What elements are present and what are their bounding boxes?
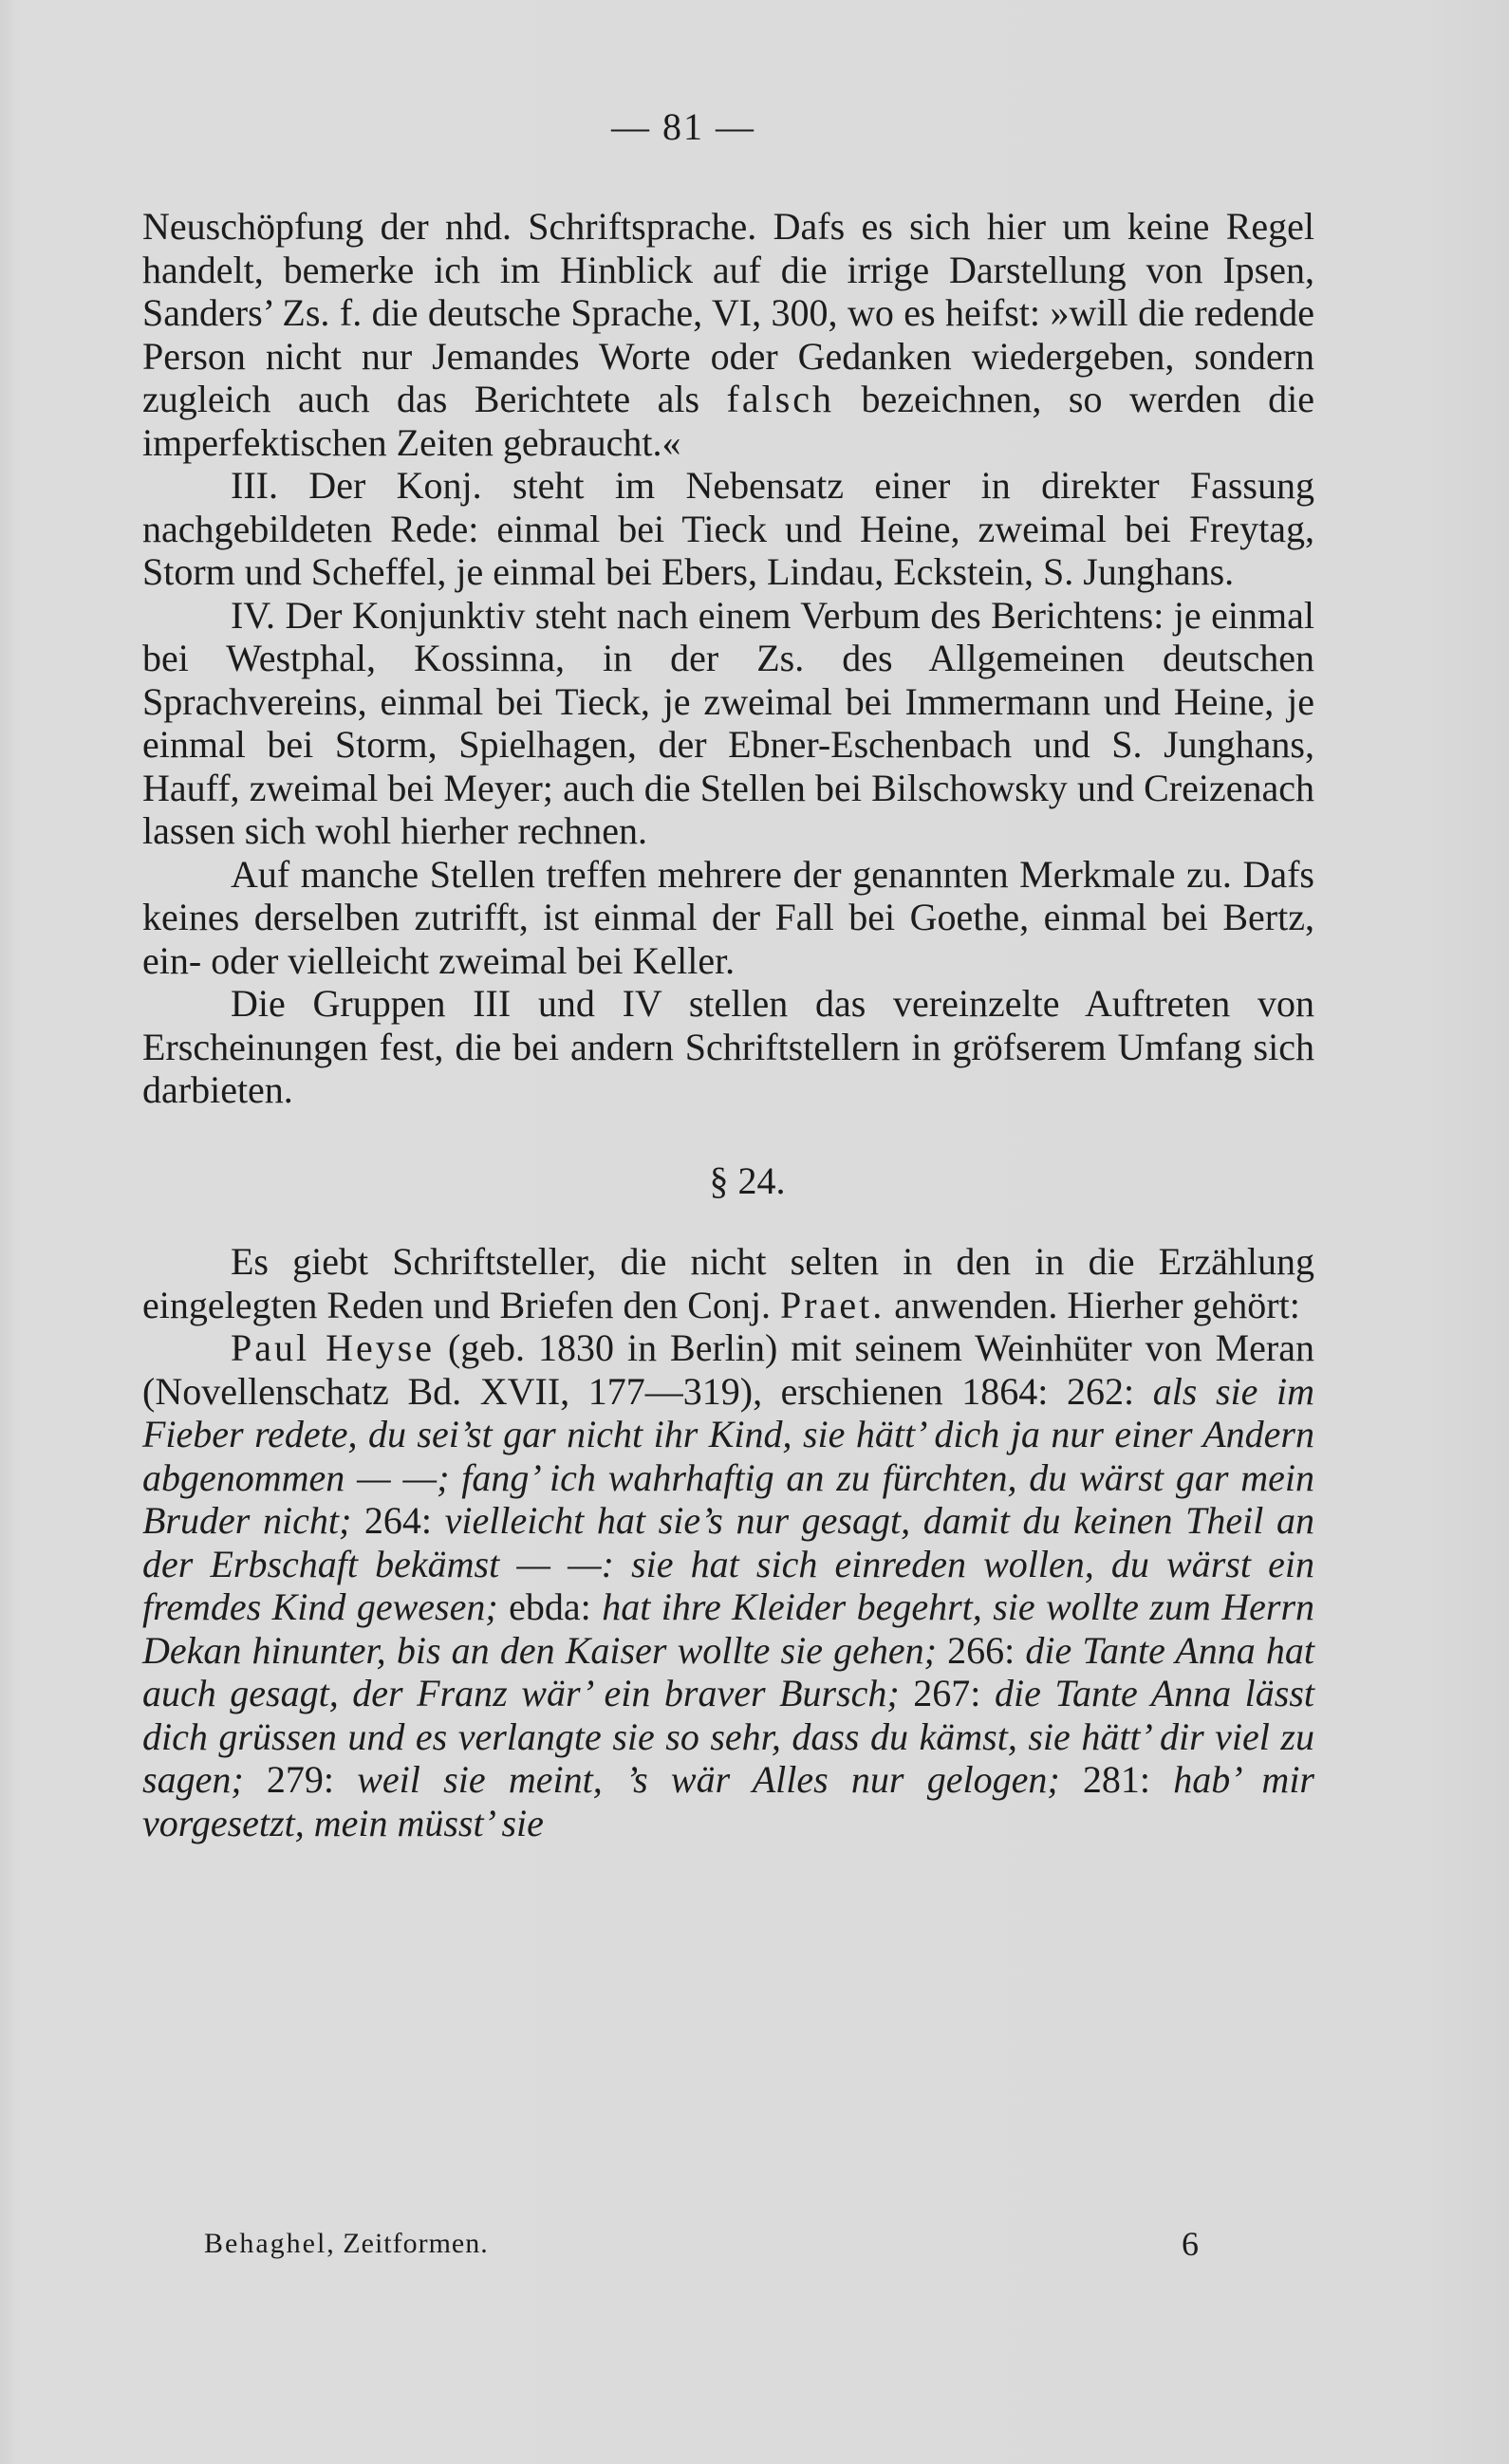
paragraph-3: IV. Der Konjunktiv steht nach einem Verbum des Berichtens: je einmal bei Westphal, Kossinna, in der Zs. des Allgemeinen deutschen Sprachvereins, einmal bei Tieck, je zweimal bei Immermann und Heine, je einmal bei Storm, Spielhagen, der Ebner-Eschenbach und S. Junghans, Hauff, zweimal bei Meyer; auch die Stellen bei Bilschowsky und Creizenach lassen sich wohl hierher rechnen.: [142, 593, 1314, 852]
quotation: hat ihre Kleider begehrt, sie wollte zum Herrn Dekan hinunter, bis an den Kaiser wollte sie gehen;: [142, 1585, 1315, 1672]
paragraph-2: III. Der Konj. steht im Nebensatz einer in direkter Fassung nachgebildeten Rede: einmal bei Tieck und Heine, zweimal bei Freytag, Storm und Scheffel, je einmal bei Ebers, Lindau, Eckstein, S. Junghans.: [142, 464, 1314, 593]
paragraph-4: Auf manche Stellen treffen mehrere der genannten Merkmale zu. Dafs keines derselben zutrifft, ist einmal der Fall bei Goethe, einmal bei Bertz, ein- oder vielleicht zweimal bei Keller.: [142, 852, 1314, 982]
paragraph-6: [142, 1240, 1314, 1326]
footer-signature-line: [204, 2228, 489, 2260]
body-text: [142, 205, 1314, 1844]
quotation: hab’ mir vorgesetzt, mein müsst’ sie: [142, 1758, 1314, 1844]
quotation: als sie im Fieber redete, du sei’st gar nicht ihr Kind, sie hätt’ dich ja nur einer Andern abgenommen — —; fang’ ich wahrhaftig an zu fürchten, du wärst gar mein Bruder nicht;: [142, 1369, 1314, 1542]
paragraph-7: [142, 1326, 1314, 1844]
paragraph-6-end: anwenden. Hierher gehört:: [885, 1283, 1300, 1326]
quotation: weil sie meint, ’s wär Alles nur gelogen;: [357, 1758, 1060, 1801]
page-ref: 281:: [1059, 1758, 1174, 1801]
page-ref: ebda:: [497, 1585, 603, 1628]
quotation: die Tante Anna hat auch gesagt, der Franz wär’ ein braver Bursch;: [142, 1628, 1314, 1714]
page-ref: 279:: [243, 1758, 358, 1801]
paragraph-1-emphasis: falsch: [726, 378, 835, 420]
footer-title: , Zeitformen.: [326, 2228, 489, 2259]
page-ref: 264:: [351, 1499, 445, 1542]
page-ref: 267:: [899, 1672, 995, 1714]
work-reference: (geb. 1830 in Berlin) mit seinem Weinhüter von Meran (Novellenschatz Bd. XVII, 177—319), erschienen 1864:: [142, 1326, 1315, 1413]
page-number: — 81 —: [611, 105, 755, 148]
paragraph-1: [142, 205, 1314, 464]
quotation: vielleicht hat sie’s nur gesagt, damit du keinen Theil an der Erbschaft bekämst — —: sie hat sich einreden wollen, du wärst ein fremdes Kind gewesen;: [142, 1499, 1314, 1628]
section-heading: § 24.: [709, 1158, 786, 1202]
quotation: die Tante Anna lässt dich grüssen und es verlangte sie so sehr, dass du kämst, sie hätt’ dir viel zu sagen;: [142, 1672, 1314, 1801]
footer-author: Behaghel: [204, 2228, 327, 2259]
sheet-signature: 6: [1182, 2225, 1199, 2263]
paragraph-1-text: Neuschöpfung der nhd. Schriftsprache. Dafs es sich hier um keine Regel handelt, bemerke ich im Hinblick auf die irrige Darstellung von Ipsen, Sanders’ Zs. f. die deutsche Sprache, VI, 300, wo es heifst: »will die redende Person nicht nur Jemandes Worte oder Gedanken wiedergeben, sondern zugleich auch das Berichtete als: [142, 205, 1314, 420]
paragraph-6-text: Es giebt Schriftsteller, die nicht selten in den in die Erzählung eingelegten Reden und Briefen den Conj.: [142, 1240, 1314, 1326]
paragraph-6-emphasis: Praet.: [780, 1283, 885, 1326]
page-ref: 266:: [936, 1628, 1026, 1672]
paragraph-5: Die Gruppen III und IV stellen das vereinzelte Auftreten von Erscheinungen fest, die bei andern Schriftstellern in gröfserem Umfang sich darbieten.: [142, 982, 1314, 1111]
paragraph-1-end: bezeichnen, so werden die imperfektischen Zeiten gebraucht.«: [142, 378, 1315, 464]
author-name: Paul Heyse: [231, 1326, 436, 1369]
page-ref: 262:: [1066, 1369, 1153, 1413]
